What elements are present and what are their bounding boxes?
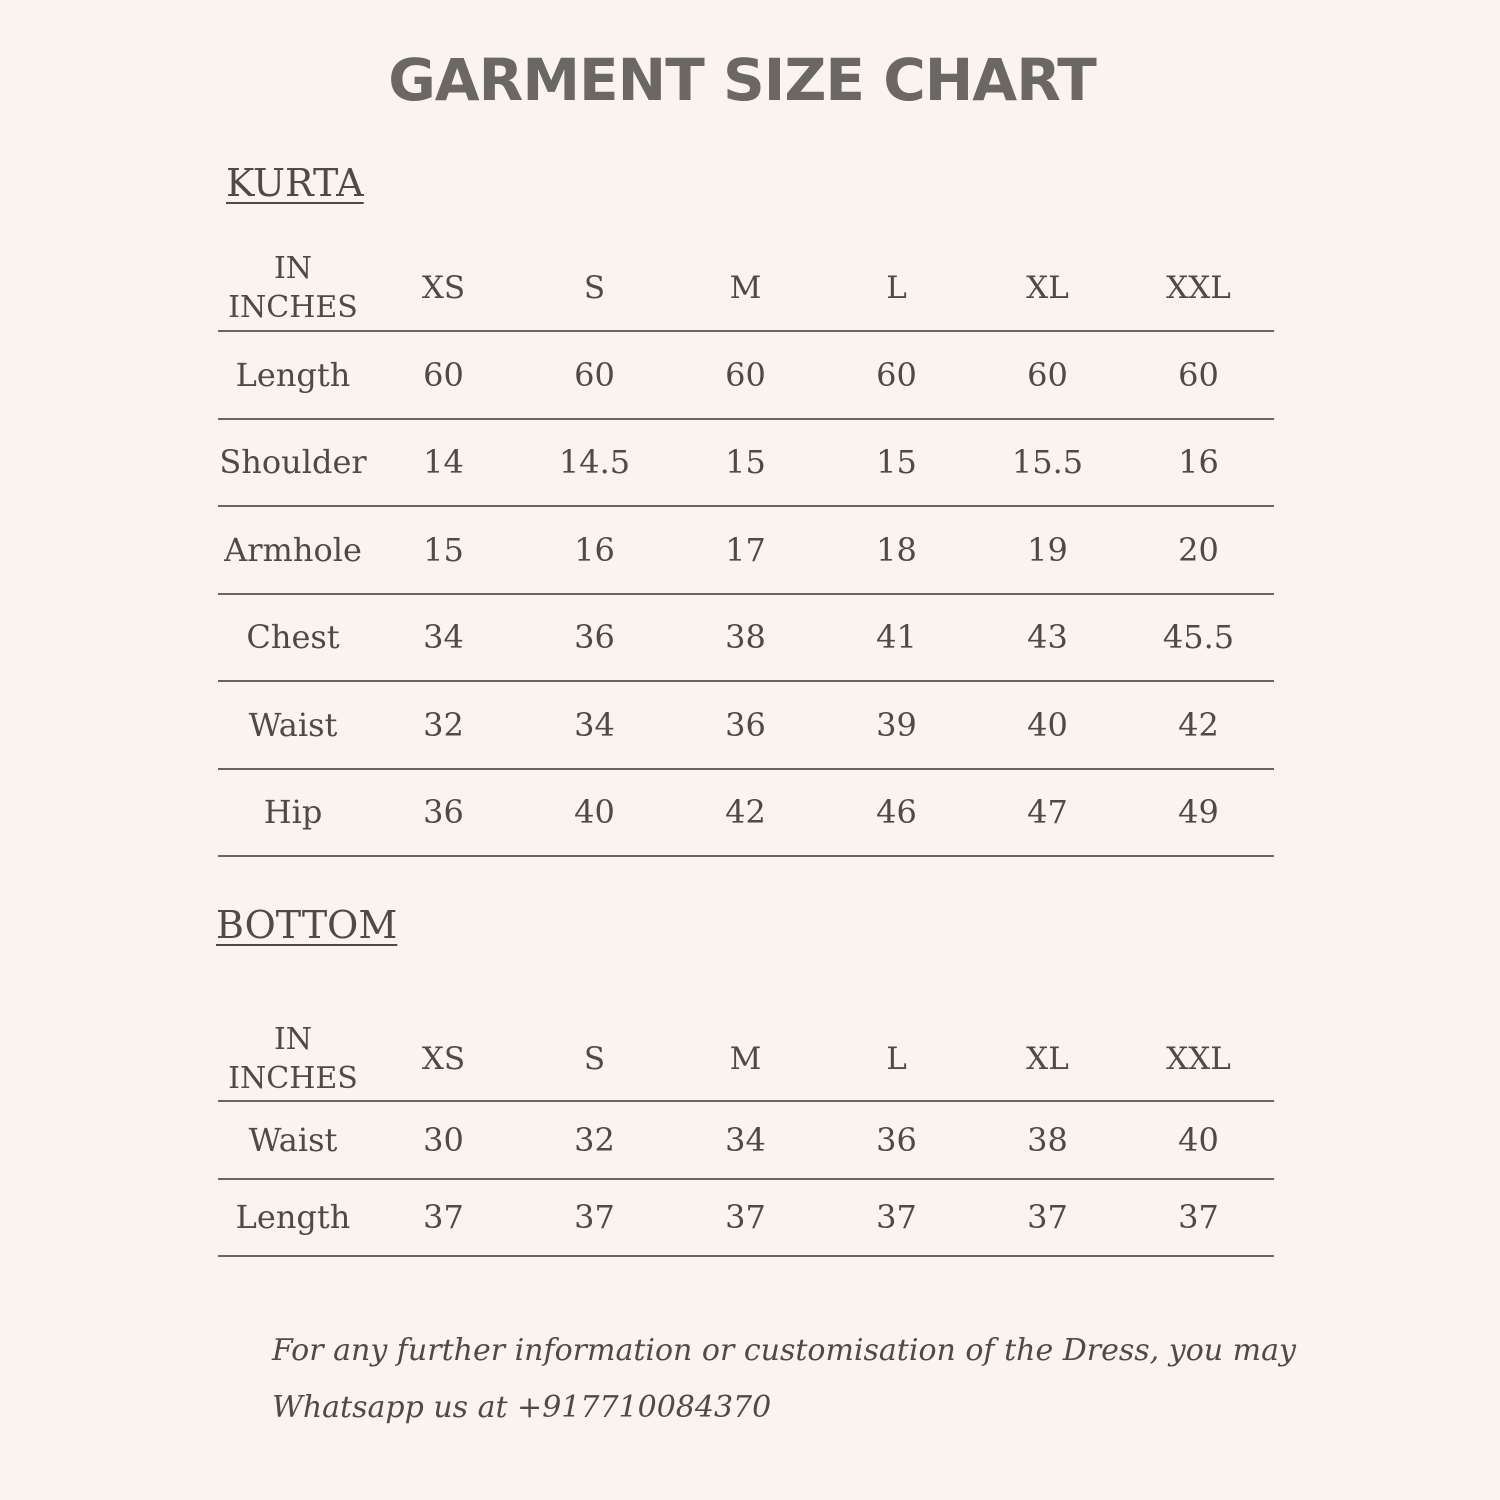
unit-label-header: IN INCHES (218, 246, 368, 331)
measurement-value: 20 (1123, 506, 1274, 594)
measurement-value: 38 (972, 1101, 1123, 1179)
measurement-value: 36 (368, 769, 519, 857)
bottom-section-title: BOTTOM (216, 903, 398, 947)
measurement-value: 60 (821, 331, 972, 419)
kurta-section-title: KURTA (226, 161, 364, 205)
table-row (218, 506, 1274, 594)
measurement-value: 39 (821, 681, 972, 769)
table-row (218, 419, 1274, 507)
measurement-value: 40 (972, 681, 1123, 769)
measurement-value: 32 (519, 1101, 670, 1179)
measurement-label: Length (218, 1179, 368, 1257)
measurement-value: 34 (368, 594, 519, 682)
measurement-value: 37 (821, 1179, 972, 1257)
measurement-value: 19 (972, 506, 1123, 594)
measurement-value: 60 (519, 331, 670, 419)
size-header: L (821, 246, 972, 331)
measurement-value: 60 (1123, 331, 1274, 419)
size-header: XL (972, 1018, 1123, 1101)
measurement-value: 15 (670, 419, 821, 507)
contact-note (272, 1322, 1296, 1436)
measurement-value: 42 (1123, 681, 1274, 769)
measurement-value: 45.5 (1123, 594, 1274, 682)
measurement-value: 15.5 (972, 419, 1123, 507)
size-header: S (519, 246, 670, 331)
table-header-row (218, 1018, 1274, 1101)
measurement-value: 37 (670, 1179, 821, 1257)
size-header: S (519, 1018, 670, 1101)
table-row (218, 1179, 1274, 1257)
measurement-label: Waist (218, 681, 368, 769)
measurement-value: 14.5 (519, 419, 670, 507)
unit-label-header: IN INCHES (218, 1018, 368, 1101)
measurement-value: 16 (1123, 419, 1274, 507)
measurement-value: 40 (519, 769, 670, 857)
measurement-value: 40 (1123, 1101, 1274, 1179)
table-row (218, 681, 1274, 769)
measurement-value: 15 (368, 506, 519, 594)
measurement-value: 30 (368, 1101, 519, 1179)
measurement-value: 37 (972, 1179, 1123, 1257)
measurement-label: Hip (218, 769, 368, 857)
measurement-label: Waist (218, 1101, 368, 1179)
measurement-value: 37 (1123, 1179, 1274, 1257)
measurement-value: 15 (821, 419, 972, 507)
measurement-value: 41 (821, 594, 972, 682)
measurement-value: 34 (519, 681, 670, 769)
measurement-label: Chest (218, 594, 368, 682)
measurement-value: 37 (519, 1179, 670, 1257)
bottom-size-table (218, 1018, 1274, 1257)
measurement-value: 37 (368, 1179, 519, 1257)
page-title: GARMENT SIZE CHART (388, 46, 1096, 114)
size-header: XXL (1123, 246, 1274, 331)
size-header: XS (368, 1018, 519, 1101)
measurement-value: 16 (519, 506, 670, 594)
measurement-value: 36 (519, 594, 670, 682)
table-header-row (218, 246, 1274, 331)
size-header: XL (972, 246, 1123, 331)
measurement-value: 14 (368, 419, 519, 507)
table-row (218, 331, 1274, 419)
measurement-value: 60 (670, 331, 821, 419)
size-header: M (670, 246, 821, 331)
measurement-value: 18 (821, 506, 972, 594)
size-header: L (821, 1018, 972, 1101)
measurement-label: Shoulder (218, 419, 368, 507)
measurement-value: 46 (821, 769, 972, 857)
measurement-value: 60 (368, 331, 519, 419)
measurement-value: 36 (821, 1101, 972, 1179)
measurement-value: 60 (972, 331, 1123, 419)
contact-note-line: For any further information or customisation of the Dress, you may (272, 1333, 1296, 1368)
measurement-label: Length (218, 331, 368, 419)
measurement-label: Armhole (218, 506, 368, 594)
measurement-value: 38 (670, 594, 821, 682)
measurement-value: 42 (670, 769, 821, 857)
contact-note-line: Whatsapp us at +917710084370 (272, 1390, 772, 1425)
measurement-value: 43 (972, 594, 1123, 682)
table-row (218, 1101, 1274, 1179)
measurement-value: 47 (972, 769, 1123, 857)
size-header: XXL (1123, 1018, 1274, 1101)
measurement-value: 36 (670, 681, 821, 769)
table-row (218, 769, 1274, 857)
size-header: M (670, 1018, 821, 1101)
measurement-value: 32 (368, 681, 519, 769)
measurement-value: 49 (1123, 769, 1274, 857)
table-row (218, 594, 1274, 682)
measurement-value: 34 (670, 1101, 821, 1179)
size-header: XS (368, 246, 519, 331)
kurta-size-table (218, 246, 1274, 857)
measurement-value: 17 (670, 506, 821, 594)
